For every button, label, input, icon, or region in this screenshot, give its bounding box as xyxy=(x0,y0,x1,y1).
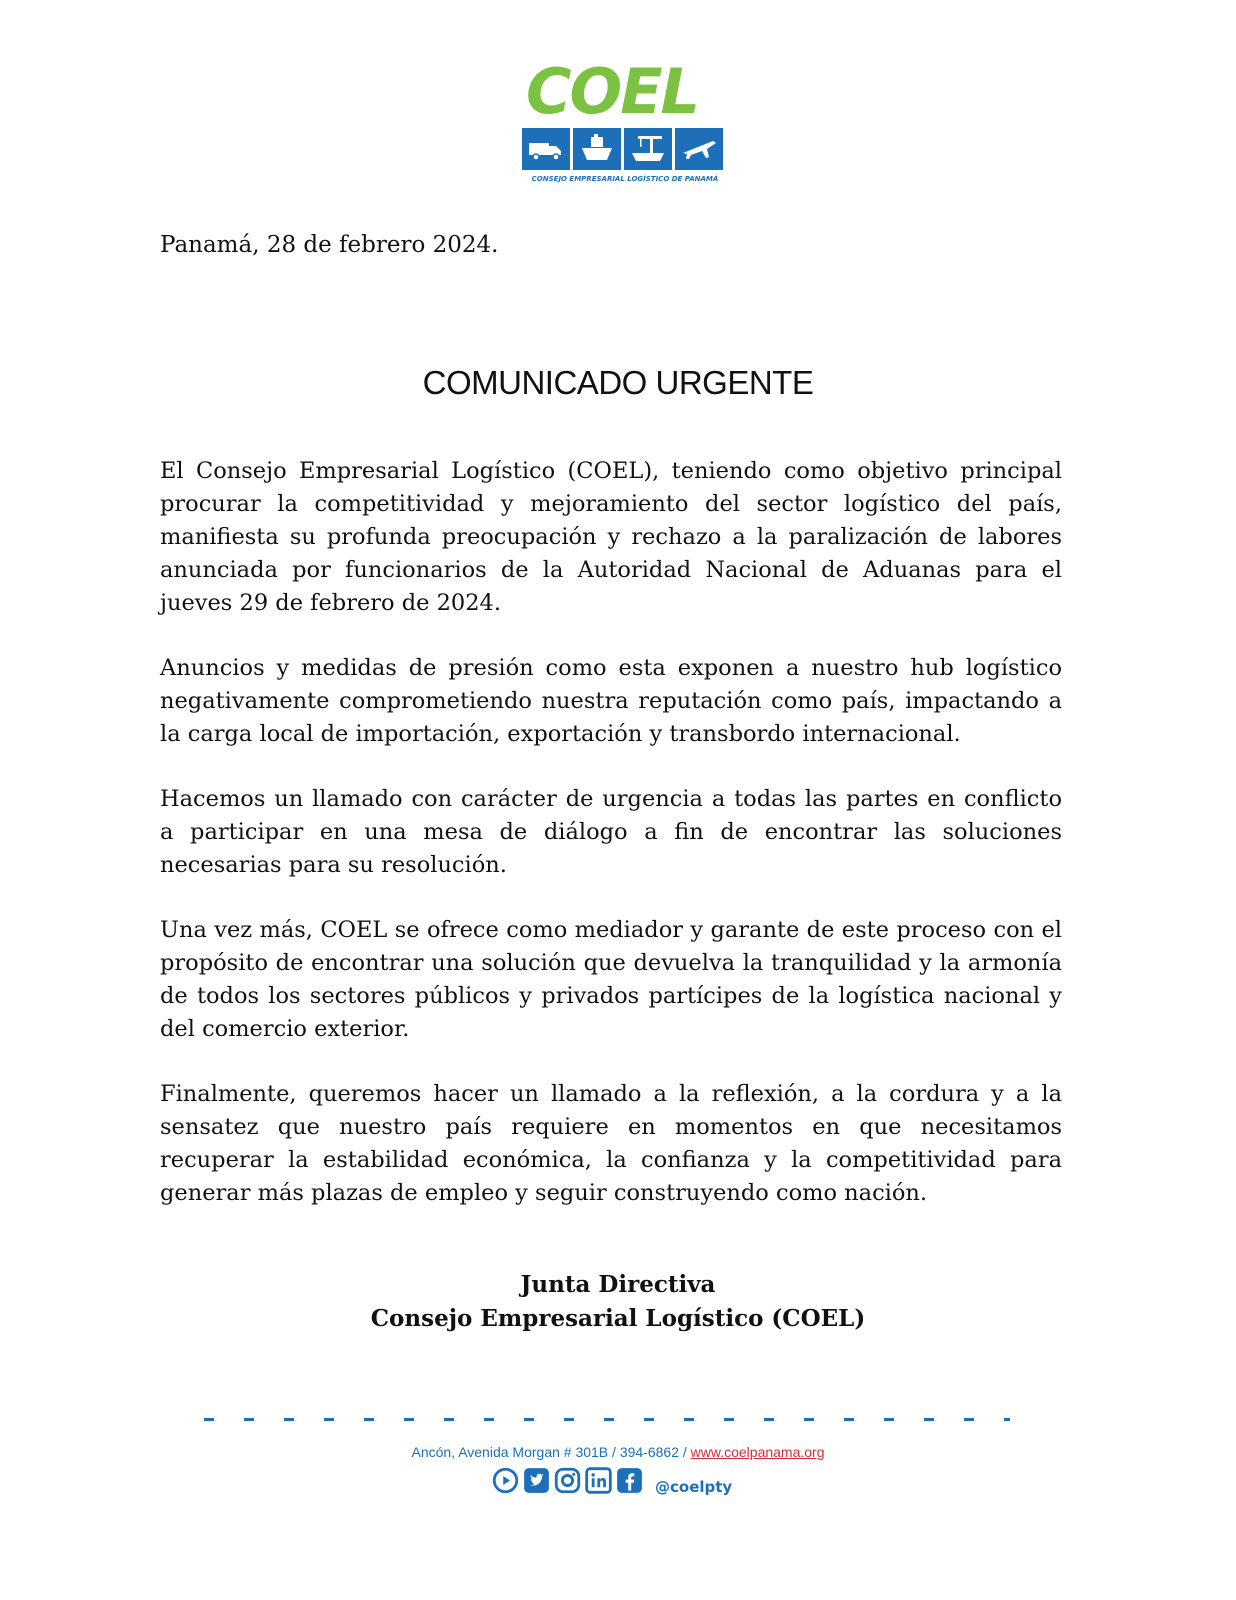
logo-wordmark: COEL xyxy=(526,55,699,128)
facebook-icon[interactable] xyxy=(616,1467,643,1494)
social-handle: @coelpty xyxy=(655,1478,733,1496)
coel-logo xyxy=(520,55,735,188)
twitter-icon[interactable] xyxy=(523,1467,550,1494)
letter-body xyxy=(160,455,1062,1242)
paragraph: Finalmente, queremos hacer un llamado a la reflexión, a la cordura y a la sensatez que nuestro país requiere en momentos en que necesitamos recuperar la estabilidad económica, la confianza y la competitividad para generar más plazas de empleo y seguir construyendo como nación. xyxy=(160,1081,1062,1206)
paragraph: Una vez más, COEL se ofrece como mediador y garante de este proceso con el propósito de encontrar una solución que devuelva la tranquilidad y la armonía de todos los sectores públicos y privados partícipes de la logística nacional y del comercio exterior. xyxy=(160,917,1062,1042)
paragraph: Hacemos un llamado con carácter de urgencia a todas las partes en conflicto a participar en una mesa de diálogo a fin de encontrar las soluciones necesarias para su resolución. xyxy=(160,786,1062,878)
logo-icon-row xyxy=(522,128,723,170)
paragraph: El Consejo Empresarial Logístico (COEL), teniendo como objetivo principal procurar la competitividad y mejoramiento del sector logístico del país, manifiesta su profunda preocupación y rechazo a la paralización de labores anunciada por funcionarios de la Autoridad Nacional de Aduanas para el jueves 29 de febrero de 2024. xyxy=(160,458,1062,616)
youtube-icon[interactable] xyxy=(492,1467,519,1494)
linkedin-icon[interactable] xyxy=(585,1467,612,1494)
crane-icon xyxy=(624,128,672,170)
website-link[interactable]: www.coelpanama.org xyxy=(690,1444,825,1460)
footer-address: Ancón, Avenida Morgan # 301B / 394-6862 / xyxy=(411,1444,691,1460)
signature-line-1: Junta Directiva xyxy=(520,1271,716,1298)
logo-subtitle: CONSEJO EMPRESARIAL LOGÍSTICO DE PANAMÁ xyxy=(531,175,719,183)
letter-date: Panamá, 28 de febrero 2024. xyxy=(160,232,499,258)
signature-block xyxy=(0,1268,1236,1336)
footer-divider xyxy=(204,1418,1010,1421)
signature-line-2: Consejo Empresarial Logístico (COEL) xyxy=(370,1305,866,1332)
page-title: COMUNICADO URGENTE xyxy=(422,364,814,401)
truck-icon xyxy=(522,128,570,170)
airplane-icon xyxy=(675,128,723,170)
social-links xyxy=(492,1464,732,1496)
paragraph: Anuncios y medidas de presión como esta exponen a nuestro hub logístico negativamente comprometiendo nuestra reputación como país, impactando a la carga local de importación, exportación y transbordo internacional. xyxy=(160,655,1062,747)
ship-icon xyxy=(573,128,621,170)
instagram-icon[interactable] xyxy=(554,1467,581,1494)
footer-contact xyxy=(0,1444,1236,1460)
